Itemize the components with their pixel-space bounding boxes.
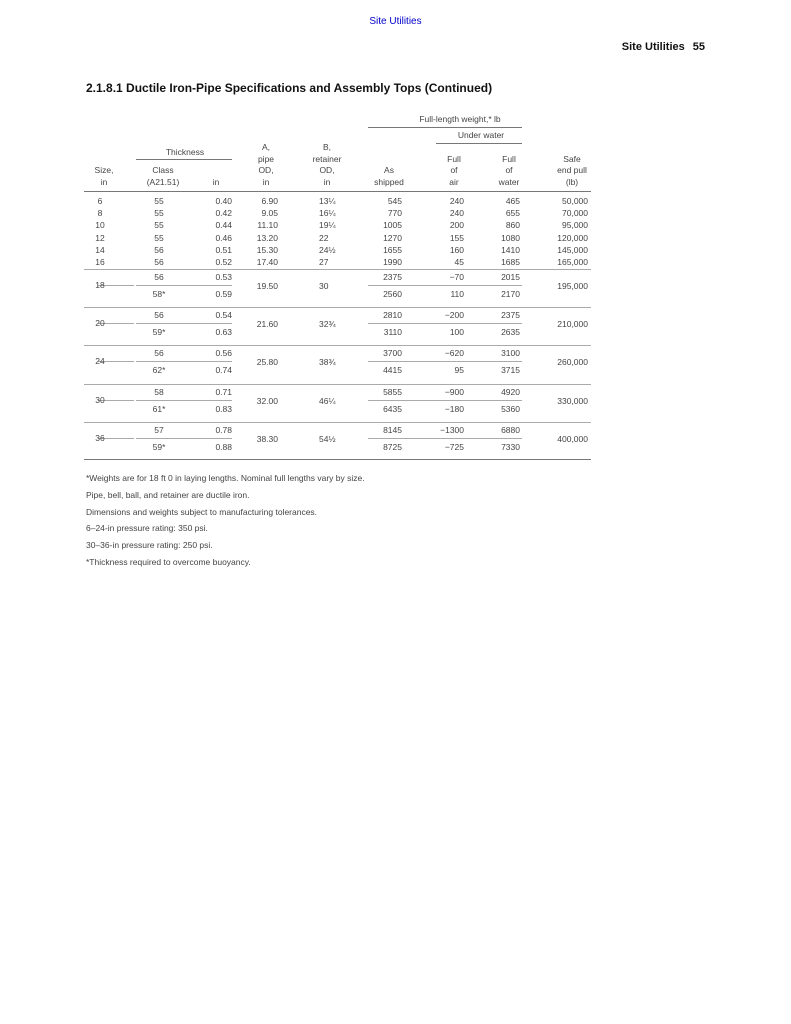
cell-class: 55 — [154, 232, 164, 243]
cell-as-shipped: 8725 — [383, 441, 402, 452]
rule-under-water — [436, 143, 522, 144]
cell-pipe-od: 21.60 — [256, 319, 278, 330]
cell-class: 56 — [154, 257, 164, 267]
cell-as-shipped: 2375 — [383, 272, 402, 282]
cell-full-of-air: −620 — [444, 348, 464, 359]
cell-full-of-water: 2015 — [501, 272, 520, 282]
column-header-full-of-water: water — [498, 177, 520, 187]
cell-class: 55 — [154, 196, 164, 206]
note-line: *Weights are for 18 ft 0 in laying lengths. Nominal full lengths vary by size. — [86, 473, 365, 483]
cell-as-shipped: 3700 — [383, 348, 402, 359]
cell-class: 59* — [152, 327, 166, 338]
rule-group-split — [368, 285, 522, 286]
cell-size: 10 — [95, 220, 105, 231]
rule-full-length-weight — [368, 127, 522, 128]
column-header-size: Size, — [94, 165, 114, 176]
rule-group-top — [84, 269, 591, 270]
cell-class: 58 — [154, 386, 164, 397]
cell-pipe-od: 25.80 — [256, 357, 278, 368]
column-header-as-shipped: shipped — [374, 177, 404, 187]
cell-full-of-air: 100 — [449, 327, 464, 338]
column-header-safe-end-pull: (lb) — [565, 177, 579, 187]
cell-full-of-water: 465 — [505, 196, 520, 206]
cell-full-of-air: 155 — [449, 232, 464, 243]
cell-full-of-air: −725 — [444, 441, 464, 452]
cell-full-of-air: −200 — [444, 310, 464, 321]
column-header-retainer-od: B, — [322, 142, 332, 153]
cell-retainer-od: 19¼ — [319, 220, 336, 231]
table-notes — [86, 470, 365, 571]
cell-thickness: 0.71 — [215, 386, 232, 397]
cell-full-of-air: 240 — [449, 208, 464, 219]
cell-size: 30 — [95, 394, 105, 405]
cell-pipe-od: 17.40 — [256, 257, 278, 267]
rule-group-split — [368, 438, 522, 439]
cell-class: 55 — [154, 208, 164, 219]
cell-full-of-water: 2635 — [501, 327, 520, 338]
cell-full-of-air: 160 — [449, 244, 464, 255]
cell-as-shipped: 1005 — [383, 220, 402, 231]
rule-group-split — [136, 285, 232, 286]
cell-size: 12 — [95, 232, 105, 243]
cell-safe-end-pull: 330,000 — [557, 395, 588, 406]
column-header-pipe-od: OD, — [258, 165, 274, 176]
cell-safe-end-pull: 120,000 — [557, 232, 588, 243]
column-header-safe-end-pull: end pull — [557, 165, 587, 176]
top-link[interactable]: Site Utilities — [369, 16, 422, 27]
cell-as-shipped: 2810 — [383, 310, 402, 321]
rule-group-top — [84, 384, 591, 385]
cell-as-shipped: 1655 — [383, 244, 402, 255]
column-header-full-of-air: of — [450, 165, 458, 176]
column-header-size: in — [100, 177, 108, 187]
cell-full-of-water: 1080 — [501, 232, 520, 243]
cell-as-shipped: 4415 — [383, 365, 402, 376]
rule-group-split — [136, 438, 232, 439]
cell-full-of-water: 6880 — [501, 424, 520, 435]
cell-safe-end-pull: 260,000 — [557, 357, 588, 368]
cell-thickness: 0.54 — [215, 310, 232, 321]
cell-class: 55 — [154, 220, 164, 231]
rule-group-top — [84, 345, 591, 346]
rule-group-split — [136, 323, 232, 324]
cell-full-of-water: 3715 — [501, 365, 520, 376]
cell-thickness: 0.56 — [215, 348, 232, 359]
header-thickness: Thickness — [165, 147, 205, 157]
column-header-pipe-od: A, — [261, 142, 271, 153]
cell-size: 18 — [95, 280, 105, 290]
cell-retainer-od: 13¼ — [319, 196, 336, 206]
cell-full-of-air: −1300 — [440, 424, 464, 435]
note-line: Pipe, bell, ball, and retainer are ductile iron. — [86, 489, 250, 500]
note-line: *Thickness required to overcome buoyancy. — [86, 556, 251, 567]
cell-size: 20 — [95, 318, 105, 329]
cell-pipe-od: 15.30 — [256, 244, 278, 255]
cell-class: 56 — [154, 272, 164, 282]
cell-thickness: 0.51 — [215, 244, 232, 255]
cell-thickness: 0.53 — [215, 272, 232, 282]
cell-full-of-air: −70 — [449, 272, 464, 282]
cell-full-of-water: 1685 — [501, 257, 520, 267]
rule-header-bottom — [84, 191, 591, 192]
cell-full-of-air: 240 — [449, 196, 464, 206]
cell-safe-end-pull: 400,000 — [557, 433, 588, 444]
cell-class: 56 — [154, 348, 164, 359]
cell-retainer-od: 22 — [319, 232, 329, 243]
cell-retainer-od: 16¼ — [319, 208, 336, 219]
cell-safe-end-pull: 210,000 — [557, 319, 588, 330]
cell-full-of-water: 2170 — [501, 289, 520, 299]
note-line: 6–24-in pressure rating: 350 psi. — [86, 523, 208, 534]
rule-group-split — [368, 323, 522, 324]
cell-size: 16 — [95, 257, 105, 267]
rule-thickness — [136, 159, 232, 160]
cell-as-shipped: 3110 — [383, 327, 402, 338]
cell-as-shipped: 770 — [387, 208, 402, 219]
column-header-thickness-in: in — [212, 177, 220, 187]
cell-full-of-water: 860 — [505, 220, 520, 231]
cell-class: 58* — [152, 289, 166, 299]
note-line: 30–36-in pressure rating: 250 psi. — [86, 540, 213, 551]
cell-full-of-air: 110 — [450, 289, 464, 299]
running-head — [622, 41, 705, 53]
column-header-full-of-water: Full — [502, 153, 516, 164]
column-header-pipe-od: in — [262, 177, 270, 187]
rule-group-top — [84, 422, 591, 423]
cell-as-shipped: 545 — [387, 196, 402, 206]
cell-size: 36 — [95, 432, 105, 443]
cell-pipe-od: 11.10 — [257, 220, 278, 231]
cell-retainer-od: 54½ — [319, 433, 336, 444]
running-title: Site Utilities — [621, 41, 685, 53]
cell-thickness: 0.40 — [215, 196, 232, 206]
rule-group-top — [84, 307, 591, 308]
cell-retainer-od: 24½ — [319, 244, 336, 255]
header-under-water: Under water — [457, 130, 505, 140]
cell-size: 8 — [97, 208, 103, 219]
cell-safe-end-pull: 95,000 — [562, 220, 588, 231]
cell-pipe-od: 13.20 — [256, 232, 278, 243]
cell-as-shipped: 2560 — [383, 289, 402, 299]
column-header-full-of-air: Full — [447, 153, 461, 164]
cell-class: 62* — [152, 365, 166, 376]
cell-thickness: 0.46 — [215, 232, 232, 243]
cell-thickness: 0.83 — [215, 403, 232, 414]
page-number: 55 — [692, 41, 705, 53]
column-header-full-of-air: air — [449, 177, 459, 187]
cell-full-of-water: 5360 — [501, 403, 520, 414]
column-header-full-of-water: of — [505, 165, 513, 176]
column-header-class: Class — [152, 165, 174, 176]
cell-full-of-air: 95 — [454, 365, 464, 376]
cell-full-of-water: 1410 — [501, 244, 520, 255]
cell-pipe-od: 6.90 — [261, 196, 278, 206]
cell-safe-end-pull: 165,000 — [557, 257, 588, 267]
section-title: 2.1.8.1 Ductile Iron-Pipe Specifications and Assembly Tops (Continued) — [86, 81, 493, 95]
cell-full-of-air: 45 — [454, 257, 464, 267]
cell-pipe-od: 9.05 — [261, 208, 278, 219]
cell-full-of-water: 4920 — [501, 386, 520, 397]
cell-as-shipped: 5855 — [383, 386, 402, 397]
cell-size: 24 — [95, 356, 105, 367]
cell-safe-end-pull: 195,000 — [557, 281, 588, 291]
cell-safe-end-pull: 50,000 — [562, 196, 588, 206]
column-header-retainer-od: in — [323, 177, 331, 187]
cell-thickness: 0.78 — [215, 424, 232, 435]
cell-full-of-air: −180 — [444, 403, 464, 414]
cell-class: 56 — [154, 244, 164, 255]
column-header-pipe-od: pipe — [257, 153, 275, 164]
cell-safe-end-pull: 145,000 — [557, 244, 588, 255]
cell-thickness: 0.63 — [215, 327, 232, 338]
cell-full-of-water: 2375 — [501, 310, 520, 321]
cell-retainer-od: 32¾ — [319, 319, 336, 330]
cell-thickness: 0.59 — [215, 289, 232, 299]
cell-thickness: 0.74 — [215, 365, 232, 376]
cell-safe-end-pull: 70,000 — [562, 208, 588, 219]
column-header-retainer-od: retainer — [312, 153, 342, 164]
cell-pipe-od: 32.00 — [256, 395, 278, 406]
cell-thickness: 0.88 — [215, 441, 232, 452]
column-header-as-shipped: As — [384, 165, 394, 176]
cell-full-of-air: 200 — [449, 220, 464, 231]
cell-retainer-od: 27 — [319, 257, 329, 267]
cell-as-shipped: 1990 — [383, 257, 402, 267]
cell-retainer-od: 38¾ — [319, 357, 336, 368]
rule-group-split — [368, 400, 522, 401]
cell-size: 14 — [95, 244, 105, 255]
rule-table-bottom — [84, 459, 591, 460]
cell-pipe-od: 38.30 — [256, 433, 278, 444]
cell-full-of-water: 7330 — [501, 441, 520, 452]
column-header-safe-end-pull: Safe — [563, 153, 581, 164]
cell-as-shipped: 1270 — [383, 232, 402, 243]
cell-thickness: 0.52 — [215, 257, 232, 267]
column-header-retainer-od: OD, — [319, 165, 335, 176]
cell-class: 59* — [152, 441, 166, 452]
cell-as-shipped: 6435 — [383, 403, 402, 414]
rule-group-split — [368, 361, 522, 362]
cell-retainer-od: 46¼ — [319, 395, 336, 406]
rule-group-split — [136, 400, 232, 401]
column-header-class: (A21.51) — [146, 177, 180, 187]
cell-as-shipped: 8145 — [383, 424, 402, 435]
cell-full-of-water: 3100 — [501, 348, 520, 359]
cell-full-of-water: 655 — [505, 208, 520, 219]
rule-group-split — [136, 361, 232, 362]
note-line: Dimensions and weights subject to manufacturing tolerances. — [86, 506, 318, 517]
cell-class: 56 — [154, 310, 164, 321]
cell-thickness: 0.42 — [215, 208, 232, 219]
cell-class: 61* — [152, 403, 166, 414]
cell-retainer-od: 30 — [319, 281, 329, 291]
cell-thickness: 0.44 — [215, 220, 232, 231]
cell-full-of-air: −900 — [444, 386, 464, 397]
cell-size: 6 — [97, 196, 103, 206]
cell-class: 57 — [154, 424, 164, 435]
header-full-length-weight: Full-length weight,* lb — [419, 114, 501, 124]
cell-pipe-od: 19.50 — [256, 281, 278, 291]
